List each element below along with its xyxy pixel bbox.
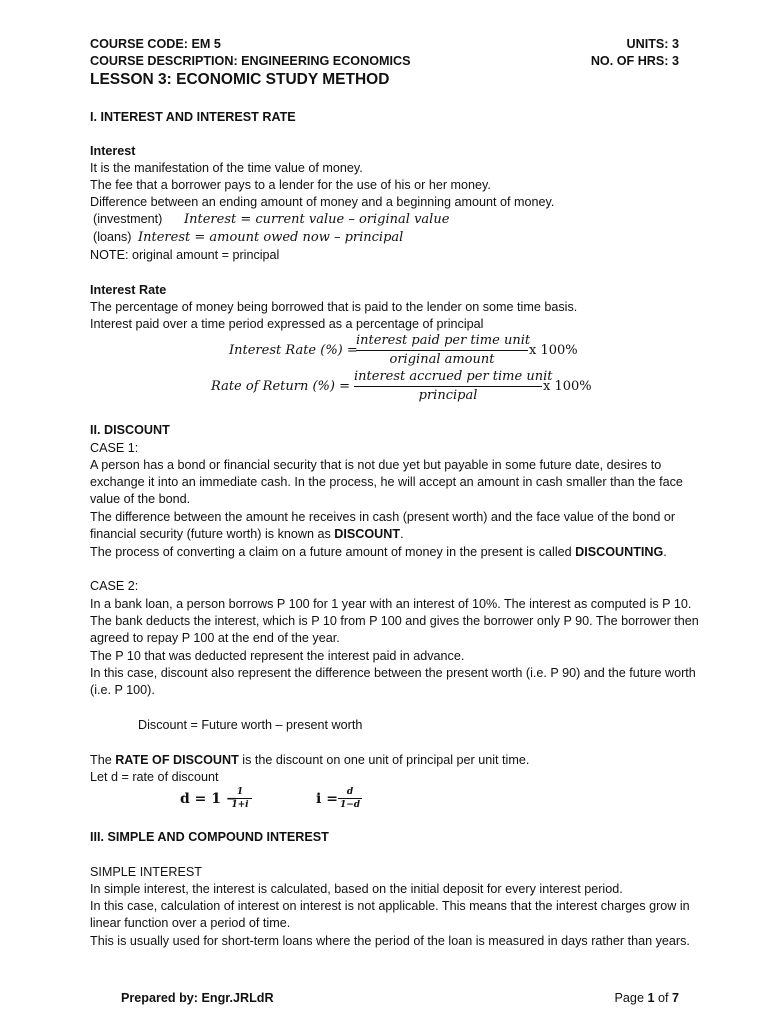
case-2-paragraph: The P 10 that was deducted represent the interest paid in advance. xyxy=(90,649,465,663)
fraction-denominator: 1−d xyxy=(339,800,361,810)
simple-interest-subheading: SIMPLE INTEREST xyxy=(90,865,202,879)
discount-formula: Discount = Future worth – present worth xyxy=(138,718,363,732)
rate-of-discount-definition xyxy=(90,752,702,769)
simple-interest-paragraph: In this case, calculation of interest on interest is not applicable. This means that the interest charges grow in linear function over a period of time. xyxy=(90,899,690,930)
i-formula-fraction xyxy=(338,787,362,810)
text-span: The difference between the amount he receives in cash (present worth) and the face value of the bond or financial security (future worth) is known as xyxy=(90,510,676,541)
text-span: The process of converting a claim on a future amount of money in the present is called xyxy=(90,545,576,559)
fraction-bar xyxy=(356,350,528,351)
interest-line: It is the manifestation of the time value of money. xyxy=(90,161,363,175)
fraction-denominator: original amount xyxy=(389,352,495,367)
section-3-heading: III. SIMPLE AND COMPOUND INTEREST xyxy=(90,830,329,844)
interest-line: The fee that a borrower pays to a lender for the use of his or her money. xyxy=(90,178,491,192)
fraction-numerator: 1 xyxy=(236,787,244,797)
note: NOTE: original amount = principal xyxy=(90,248,280,262)
case-1-label: CASE 1: xyxy=(90,441,139,455)
let-d-definition: Let d = rate of discount xyxy=(90,770,219,784)
d-formula-lhs: d = 1 − xyxy=(180,791,238,807)
fraction-bar xyxy=(354,386,542,387)
interest-rate-line: Interest paid over a time period expressed as a percentage of principal xyxy=(90,317,484,331)
page-total: 7 xyxy=(671,991,679,1005)
loans-label: (loans) xyxy=(93,230,132,244)
case-2-label: CASE 2: xyxy=(90,579,139,593)
course-description: COURSE DESCRIPTION: ENGINEERING ECONOMICS xyxy=(90,54,411,68)
interest-rate-subheading: Interest Rate xyxy=(90,283,167,297)
section-1-heading: I. INTEREST AND INTEREST RATE xyxy=(90,110,296,124)
text-span: of xyxy=(654,991,672,1005)
text-span: is the discount on one unit of principal per unit time. xyxy=(238,753,530,767)
case-1-discount-paragraph xyxy=(90,509,702,543)
page-current: 1 xyxy=(647,991,655,1005)
case-2-paragraph: In a bank loan, a person borrows P 100 for 1 year with an interest of 10%. The interest as computed is P 10. The bank deducts the interest, which is P 10 from P 100 and gives the borrower only P 90. The borrower then agreed to repay P 100 at the end of the year. xyxy=(90,597,699,645)
rate-of-return-formula-suffix: x 100% xyxy=(543,379,592,394)
discounting-term: DISCOUNTING xyxy=(575,545,664,559)
fraction-numerator: interest paid per time unit xyxy=(356,333,531,348)
discount-term: DISCOUNT xyxy=(334,527,401,541)
loans-formula: Interest = amount owed now – principal xyxy=(138,230,404,245)
simple-interest-paragraph: This is usually used for short-term loans where the period of the loan is measured in days rather than years. xyxy=(90,934,690,948)
interest-subheading: Interest xyxy=(90,144,136,158)
case-1-paragraph: A person has a bond or financial security that is not due yet but payable in some future date, desires to exchange it into an immediate cash. In the process, he will accept an amount in cash smaller than the face value of the bond. xyxy=(90,458,683,506)
interest-rate-line: The percentage of money being borrowed that is paid to the lender on some time basis. xyxy=(90,300,578,314)
page-number xyxy=(615,990,679,1007)
prepared-by: Prepared by: Engr.JRLdR xyxy=(121,991,274,1005)
text-span: Page xyxy=(614,991,648,1005)
i-formula-lhs: i = xyxy=(316,791,338,807)
units: UNITS: 3 xyxy=(626,37,679,51)
interest-rate-fraction xyxy=(356,333,531,368)
text-span: . xyxy=(400,527,404,541)
d-formula-fraction xyxy=(228,787,252,810)
fraction-denominator: 1+i xyxy=(231,800,249,810)
interest-line: Difference between an ending amount of money and a beginning amount of money. xyxy=(90,195,555,209)
fraction-numerator: interest accrued per time unit xyxy=(354,369,553,384)
text-span: The xyxy=(90,753,116,767)
course-code: COURSE CODE: EM 5 xyxy=(90,37,221,51)
text-span: . xyxy=(663,545,667,559)
simple-interest-paragraph: In simple interest, the interest is calculated, based on the initial deposit for every interest period. xyxy=(90,882,623,896)
fraction-denominator: principal xyxy=(418,388,478,403)
case-2-paragraph: In this case, discount also represent the difference between the present worth (i.e. P 90) and the future worth (i.e. P 100). xyxy=(90,666,696,697)
case-1-discounting-paragraph xyxy=(90,544,702,561)
interest-rate-formula-suffix: x 100% xyxy=(529,343,578,358)
fraction-bar xyxy=(338,798,362,799)
investment-label: (investment) xyxy=(93,212,163,226)
fraction-bar xyxy=(228,798,252,799)
rate-of-return-formula-lhs: Rate of Return (%) = xyxy=(211,379,350,394)
lesson-title: LESSON 3: ECONOMIC STUDY METHOD xyxy=(90,71,390,88)
rate-of-discount-term: RATE OF DISCOUNT xyxy=(115,753,239,767)
hours: NO. OF HRS: 3 xyxy=(590,54,679,68)
fraction-numerator: d xyxy=(346,787,354,797)
section-2-heading: II. DISCOUNT xyxy=(90,423,170,437)
rate-of-return-fraction xyxy=(354,369,553,404)
interest-rate-formula-lhs: Interest Rate (%) = xyxy=(229,343,358,358)
investment-formula: Interest = current value – original value xyxy=(184,212,450,227)
